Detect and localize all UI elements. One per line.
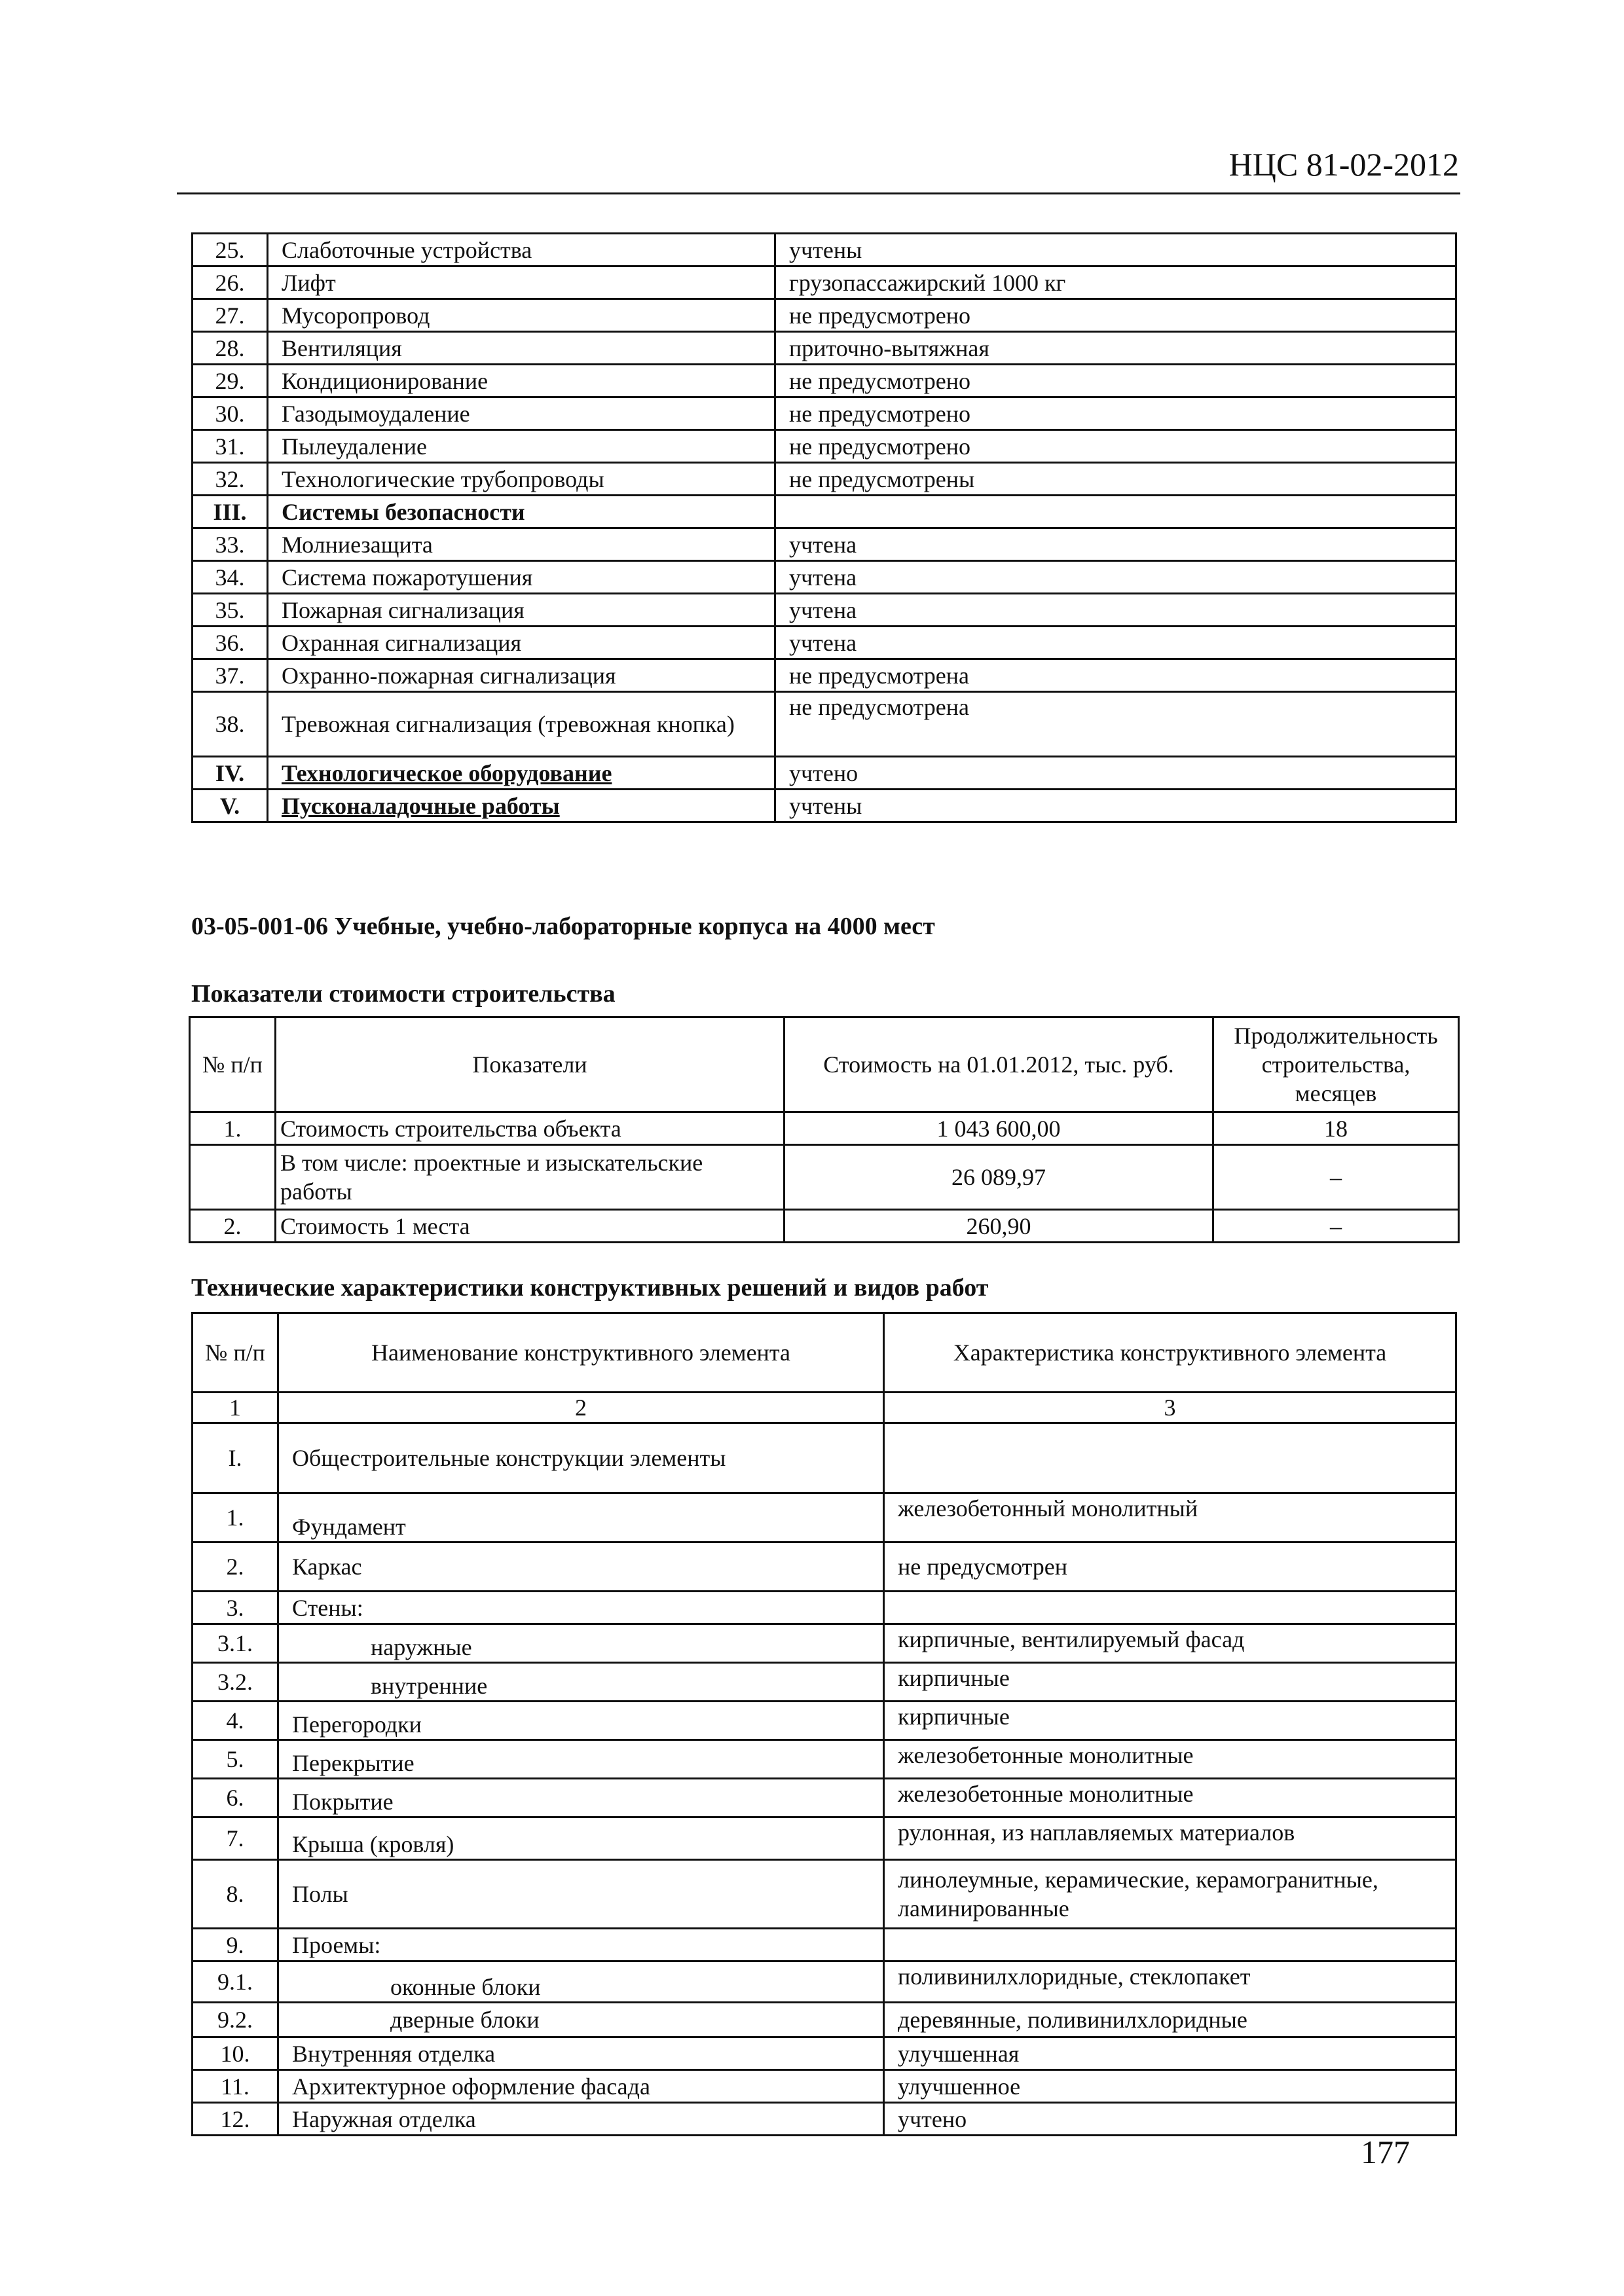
table-row bbox=[193, 299, 1456, 332]
row-number: 32. bbox=[193, 463, 268, 496]
section-name: Системы безопасности bbox=[268, 496, 775, 528]
row-number: 30. bbox=[193, 397, 268, 430]
row-number: 6. bbox=[193, 1779, 278, 1817]
row-name: Перегородки bbox=[278, 1702, 884, 1740]
row-number: 1. bbox=[190, 1112, 276, 1145]
row-value: линолеумные, керамические, керамогранитные, ламинированные bbox=[884, 1860, 1456, 1929]
col-number: 2 bbox=[278, 1393, 884, 1423]
table-row bbox=[193, 627, 1456, 659]
row-cost: 26 089,97 bbox=[784, 1145, 1213, 1210]
section-name: Технологическое оборудование bbox=[268, 757, 775, 790]
row-number: 38. bbox=[193, 692, 268, 757]
row-name: Охранная сигнализация bbox=[268, 627, 775, 659]
row-number: 28. bbox=[193, 332, 268, 365]
row-number: 2. bbox=[193, 1542, 278, 1592]
row-name: Лифт bbox=[268, 266, 775, 299]
section-name: Общестроительные конструкции элементы bbox=[278, 1423, 884, 1493]
row-number: 29. bbox=[193, 365, 268, 397]
row-number: 3.1. bbox=[193, 1624, 278, 1663]
row-number: 5. bbox=[193, 1740, 278, 1779]
row-value bbox=[884, 1592, 1456, 1624]
row-duration: 18 bbox=[1213, 1112, 1459, 1145]
row-value bbox=[884, 1423, 1456, 1493]
row-number: 9.2. bbox=[193, 2003, 278, 2037]
row-number: 12. bbox=[193, 2103, 278, 2136]
row-name: Пожарная сигнализация bbox=[268, 594, 775, 627]
row-name: Наружная отделка bbox=[278, 2103, 884, 2136]
row-value: не предусмотрены bbox=[775, 463, 1456, 496]
row-name: оконные блоки bbox=[278, 1961, 884, 2003]
section-title: 03-05-001-06 Учебные, учебно-лабораторные корпуса на 4000 мест bbox=[191, 913, 935, 940]
row-value: учтено bbox=[775, 757, 1456, 790]
section-name: Пусконаладочные работы bbox=[268, 790, 775, 822]
row-name: Охранно-пожарная сигнализация bbox=[268, 659, 775, 692]
row-value: не предусмотрена bbox=[775, 659, 1456, 692]
table-row bbox=[193, 2037, 1456, 2070]
table-row bbox=[193, 1961, 1456, 2003]
row-number: 10. bbox=[193, 2037, 278, 2070]
header-num: № п/п bbox=[193, 1313, 278, 1393]
header-duration: Продолжительность строительства, месяцев bbox=[1213, 1017, 1459, 1112]
document-code: НЦС 81-02-2012 bbox=[1228, 146, 1459, 183]
section-number: V. bbox=[193, 790, 268, 822]
row-number: 3.2. bbox=[193, 1663, 278, 1702]
table-row bbox=[190, 1112, 1459, 1145]
systems-table bbox=[191, 232, 1457, 823]
row-name: Каркас bbox=[278, 1542, 884, 1592]
header-num: № п/п bbox=[190, 1017, 276, 1112]
row-name: дверные блоки bbox=[278, 2003, 884, 2037]
row-name: Технологические трубопроводы bbox=[268, 463, 775, 496]
table-row bbox=[193, 365, 1456, 397]
row-number: 35. bbox=[193, 594, 268, 627]
table-row bbox=[193, 1740, 1456, 1779]
row-name: Покрытие bbox=[278, 1779, 884, 1817]
table-row bbox=[193, 1929, 1456, 1961]
row-value: не предусмотрено bbox=[775, 430, 1456, 463]
row-number: 27. bbox=[193, 299, 268, 332]
row-name: Полы bbox=[278, 1860, 884, 1929]
table-row bbox=[193, 1592, 1456, 1624]
row-value: кирпичные, вентилируемый фасад bbox=[884, 1624, 1456, 1663]
section-number: IV. bbox=[193, 757, 268, 790]
section-number: III. bbox=[193, 496, 268, 528]
row-number: 2. bbox=[190, 1210, 276, 1243]
row-value: не предусмотрена bbox=[775, 692, 1456, 757]
table-row bbox=[193, 692, 1456, 757]
table-row bbox=[190, 1145, 1459, 1210]
row-value: не предусмотрен bbox=[884, 1542, 1456, 1592]
row-name: Архитектурное оформление фасада bbox=[278, 2070, 884, 2103]
cost-table bbox=[189, 1016, 1460, 1243]
table-row bbox=[193, 430, 1456, 463]
row-name: Перекрытие bbox=[278, 1740, 884, 1779]
table-row bbox=[193, 1542, 1456, 1592]
row-cost: 1 043 600,00 bbox=[784, 1112, 1213, 1145]
row-name: Кондиционирование bbox=[268, 365, 775, 397]
section-number: I. bbox=[193, 1423, 278, 1493]
row-value: грузопассажирский 1000 кг bbox=[775, 266, 1456, 299]
tech-table-title: Технические характеристики конструктивных решений и видов работ bbox=[191, 1274, 989, 1302]
row-value: не предусмотрено bbox=[775, 397, 1456, 430]
row-name: Внутренняя отделка bbox=[278, 2037, 884, 2070]
table-row bbox=[193, 1817, 1456, 1860]
row-name: Фундамент bbox=[278, 1493, 884, 1542]
row-value: улучшенная bbox=[884, 2037, 1456, 2070]
tech-table bbox=[191, 1312, 1457, 2136]
row-name: наружные bbox=[278, 1624, 884, 1663]
table-row bbox=[193, 397, 1456, 430]
page-number: 177 bbox=[1361, 2134, 1410, 2170]
table-header-row bbox=[190, 1017, 1459, 1112]
row-number: 7. bbox=[193, 1817, 278, 1860]
row-number: 8. bbox=[193, 1860, 278, 1929]
table-row bbox=[193, 2070, 1456, 2103]
section-row bbox=[193, 1423, 1456, 1493]
row-value: кирпичные bbox=[884, 1663, 1456, 1702]
table-row bbox=[190, 1210, 1459, 1243]
row-indicator: Стоимость строительства объекта bbox=[276, 1112, 784, 1145]
table-row bbox=[193, 2103, 1456, 2136]
row-value bbox=[884, 1929, 1456, 1961]
row-value: рулонная, из наплавляемых материалов bbox=[884, 1817, 1456, 1860]
row-value: не предусмотрено bbox=[775, 365, 1456, 397]
table-row bbox=[193, 266, 1456, 299]
row-value: учтена bbox=[775, 561, 1456, 594]
row-number: 9.1. bbox=[193, 1961, 278, 2003]
row-duration: – bbox=[1213, 1210, 1459, 1243]
section-row bbox=[193, 790, 1456, 822]
table-row bbox=[193, 1663, 1456, 1702]
row-name: Стены: bbox=[278, 1592, 884, 1624]
row-number: 3. bbox=[193, 1592, 278, 1624]
table-row bbox=[193, 234, 1456, 266]
row-value: не предусмотрено bbox=[775, 299, 1456, 332]
row-number: 37. bbox=[193, 659, 268, 692]
row-indicator: В том числе: проектные и изыскательские работы bbox=[276, 1145, 784, 1210]
header-value: Характеристика конструктивного элемента bbox=[884, 1313, 1456, 1393]
row-number: 1. bbox=[193, 1493, 278, 1542]
row-value: железобетонные монолитные bbox=[884, 1740, 1456, 1779]
table-row bbox=[193, 2003, 1456, 2037]
section-row bbox=[193, 496, 1456, 528]
row-name: Крыша (кровля) bbox=[278, 1817, 884, 1860]
row-number: 11. bbox=[193, 2070, 278, 2103]
row-number: 26. bbox=[193, 266, 268, 299]
row-value: учтена bbox=[775, 594, 1456, 627]
table-row bbox=[193, 1860, 1456, 1929]
cost-table-title: Показатели стоимости строительства bbox=[191, 980, 616, 1008]
row-value: учтена bbox=[775, 528, 1456, 561]
row-value: учтены bbox=[775, 234, 1456, 266]
row-duration: – bbox=[1213, 1145, 1459, 1210]
table-row bbox=[193, 463, 1456, 496]
row-name: Пылеудаление bbox=[268, 430, 775, 463]
section-row bbox=[193, 757, 1456, 790]
table-row bbox=[193, 1702, 1456, 1740]
row-name: Система пожаротушения bbox=[268, 561, 775, 594]
header-divider bbox=[177, 192, 1460, 194]
row-number: 25. bbox=[193, 234, 268, 266]
row-cost: 260,90 bbox=[784, 1210, 1213, 1243]
row-number bbox=[190, 1145, 276, 1210]
row-value: поливинилхлоридные, стеклопакет bbox=[884, 1961, 1456, 2003]
row-number: 36. bbox=[193, 627, 268, 659]
row-name: Молниезащита bbox=[268, 528, 775, 561]
row-value: приточно-вытяжная bbox=[775, 332, 1456, 365]
table-row bbox=[193, 594, 1456, 627]
table-row bbox=[193, 1624, 1456, 1663]
row-name: внутренние bbox=[278, 1663, 884, 1702]
row-name: Мусоропровод bbox=[268, 299, 775, 332]
table-row bbox=[193, 1779, 1456, 1817]
row-name: Вентиляция bbox=[268, 332, 775, 365]
table-row bbox=[193, 528, 1456, 561]
column-number-row bbox=[193, 1393, 1456, 1423]
row-number: 33. bbox=[193, 528, 268, 561]
table-row bbox=[193, 659, 1456, 692]
row-value: железобетонный монолитный bbox=[884, 1493, 1456, 1542]
row-name: Проемы: bbox=[278, 1929, 884, 1961]
row-name: Газодымоудаление bbox=[268, 397, 775, 430]
row-number: 4. bbox=[193, 1702, 278, 1740]
col-number: 3 bbox=[884, 1393, 1456, 1423]
row-name: Тревожная сигнализация (тревожная кнопка) bbox=[268, 692, 775, 757]
row-value: железобетонные монолитные bbox=[884, 1779, 1456, 1817]
table-header-row bbox=[193, 1313, 1456, 1393]
row-value bbox=[775, 496, 1456, 528]
table-row bbox=[193, 561, 1456, 594]
col-number: 1 bbox=[193, 1393, 278, 1423]
row-value: деревянные, поливинилхлоридные bbox=[884, 2003, 1456, 2037]
row-name: Слаботочные устройства bbox=[268, 234, 775, 266]
row-indicator: Стоимость 1 места bbox=[276, 1210, 784, 1243]
row-number: 9. bbox=[193, 1929, 278, 1961]
header-indicator: Показатели bbox=[276, 1017, 784, 1112]
row-value: учтена bbox=[775, 627, 1456, 659]
row-number: 34. bbox=[193, 561, 268, 594]
table-row bbox=[193, 332, 1456, 365]
table-row bbox=[193, 1493, 1456, 1542]
row-value: учтено bbox=[884, 2103, 1456, 2136]
row-value: улучшенное bbox=[884, 2070, 1456, 2103]
row-value: учтены bbox=[775, 790, 1456, 822]
row-value: кирпичные bbox=[884, 1702, 1456, 1740]
header-cost: Стоимость на 01.01.2012, тыс. руб. bbox=[784, 1017, 1213, 1112]
header-name: Наименование конструктивного элемента bbox=[278, 1313, 884, 1393]
row-number: 31. bbox=[193, 430, 268, 463]
